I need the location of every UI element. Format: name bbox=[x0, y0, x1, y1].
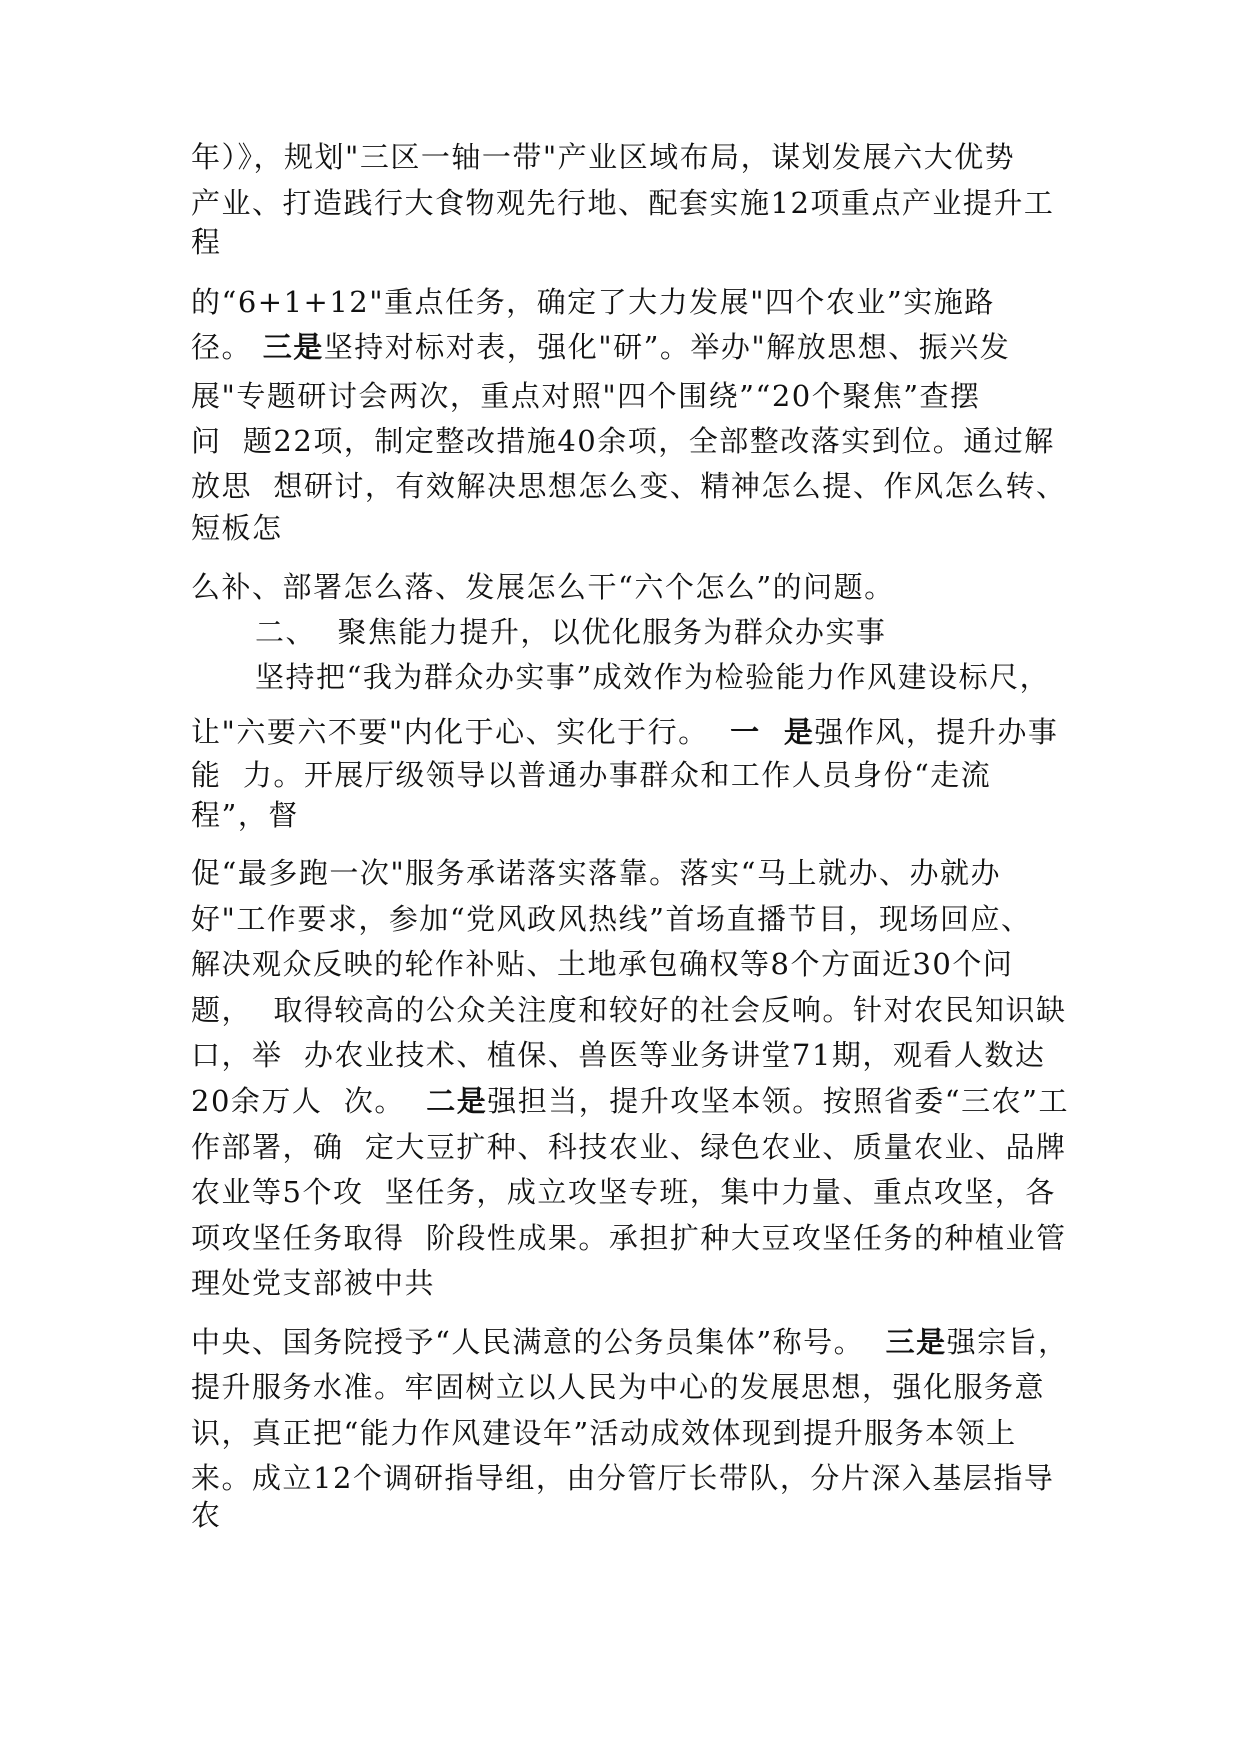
text-line: 让"六要六不要"内化于心、实化于行。 一 是强作风，提升办事 bbox=[191, 715, 1059, 749]
text-line: 农业等5个攻 坚任务，成立攻坚专班，集中力量、重点攻坚，各 bbox=[191, 1175, 1056, 1209]
text-line: 20余万人 次。 二是强担当，提升攻坚本领。按照省委“三农”工 bbox=[191, 1084, 1069, 1118]
text-line: 坚持把“我为群众办实事”成效作为检验能力作风建设标尺， bbox=[255, 660, 1051, 694]
bold-marker: 三是 bbox=[885, 1325, 947, 1359]
text-line: 么补、部署怎么落、发展怎么干“六个怎么”的问题。 bbox=[191, 570, 895, 604]
text-line: 作部署，确 定大豆扩种、科技农业、绿色农业、质量农业、品牌 bbox=[191, 1130, 1067, 1164]
text-line: 解决观众反映的轮作补贴、土地承包确权等8个方面近30个问 bbox=[191, 947, 1014, 981]
text-line: 展"专题研讨会两次，重点对照"四个围绕”“20个聚焦”查摆 bbox=[191, 379, 981, 413]
text-line: 理处党支部被中共 bbox=[191, 1266, 436, 1300]
text-line: 短板怎 bbox=[191, 511, 283, 545]
text-line: 提升服务水准。牢固树立以人民为中心的发展思想，强化服务意 bbox=[191, 1370, 1046, 1404]
text-line: 产业、打造践行大食物观先行地、配套实施12项重点产业提升工 bbox=[191, 186, 1055, 220]
text-line: 的“6+1+12"重点任务，确定了大力发展"四个农业”实施路 bbox=[191, 285, 995, 319]
text-line: 放思 想研讨，有效解决思想怎么变、精神怎么提、作风怎么转、 bbox=[191, 469, 1067, 503]
text-line: 能 力。开展厅级领导以普通办事群众和工作人员身份“走流 bbox=[191, 758, 992, 792]
text-line: 题， 取得较高的公众关注度和较好的社会反响。针对农民知识缺 bbox=[191, 993, 1067, 1027]
bold-marker: 二是 bbox=[426, 1084, 488, 1118]
text-line: 程 bbox=[191, 225, 222, 259]
text-line: 口，举 办农业技术、植保、兽医等业务讲堂71期，观看人数达 bbox=[191, 1038, 1046, 1072]
text-line: 来。成立12个调研指导组，由分管厅长带队，分片深入基层指导 bbox=[191, 1461, 1055, 1495]
text-line: 农 bbox=[191, 1498, 222, 1532]
bold-marker: 一 是 bbox=[730, 715, 815, 749]
text-line: 项攻坚任务取得 阶段性成果。承担扩种大豆攻坚任务的种植业管 bbox=[191, 1221, 1067, 1255]
text-line: 年）》，规划"三区一轴一带"产业区域布局，谋划发展六大优势 bbox=[191, 140, 1016, 174]
text-line: 促“最多跑一次"服务承诺落实落靠。落实“马上就办、办就办 bbox=[191, 856, 1001, 890]
text-line: 好"工作要求，参加“党风政风热线”首场直播节目，现场回应、 bbox=[191, 902, 1032, 936]
section-heading: 二、 聚焦能力提升，以优化服务为群众办实事 bbox=[255, 615, 887, 649]
text-line: 程”，督 bbox=[191, 798, 299, 832]
text-line: 识，真正把“能力作风建设年”活动成效体现到提升服务本领上 bbox=[191, 1416, 1017, 1450]
text-line: 径。 三是坚持对标对表，强化"研”。举办"解放思想、振兴发 bbox=[191, 330, 1011, 364]
text-line: 问 题22项，制定整改措施40余项，全部整改落实到位。通过解 bbox=[191, 424, 1055, 458]
text-line: 中央、国务院授予“人民满意的公务员集体”称号。 三是强宗旨， bbox=[191, 1325, 1069, 1359]
bold-marker: 三是 bbox=[262, 330, 324, 364]
